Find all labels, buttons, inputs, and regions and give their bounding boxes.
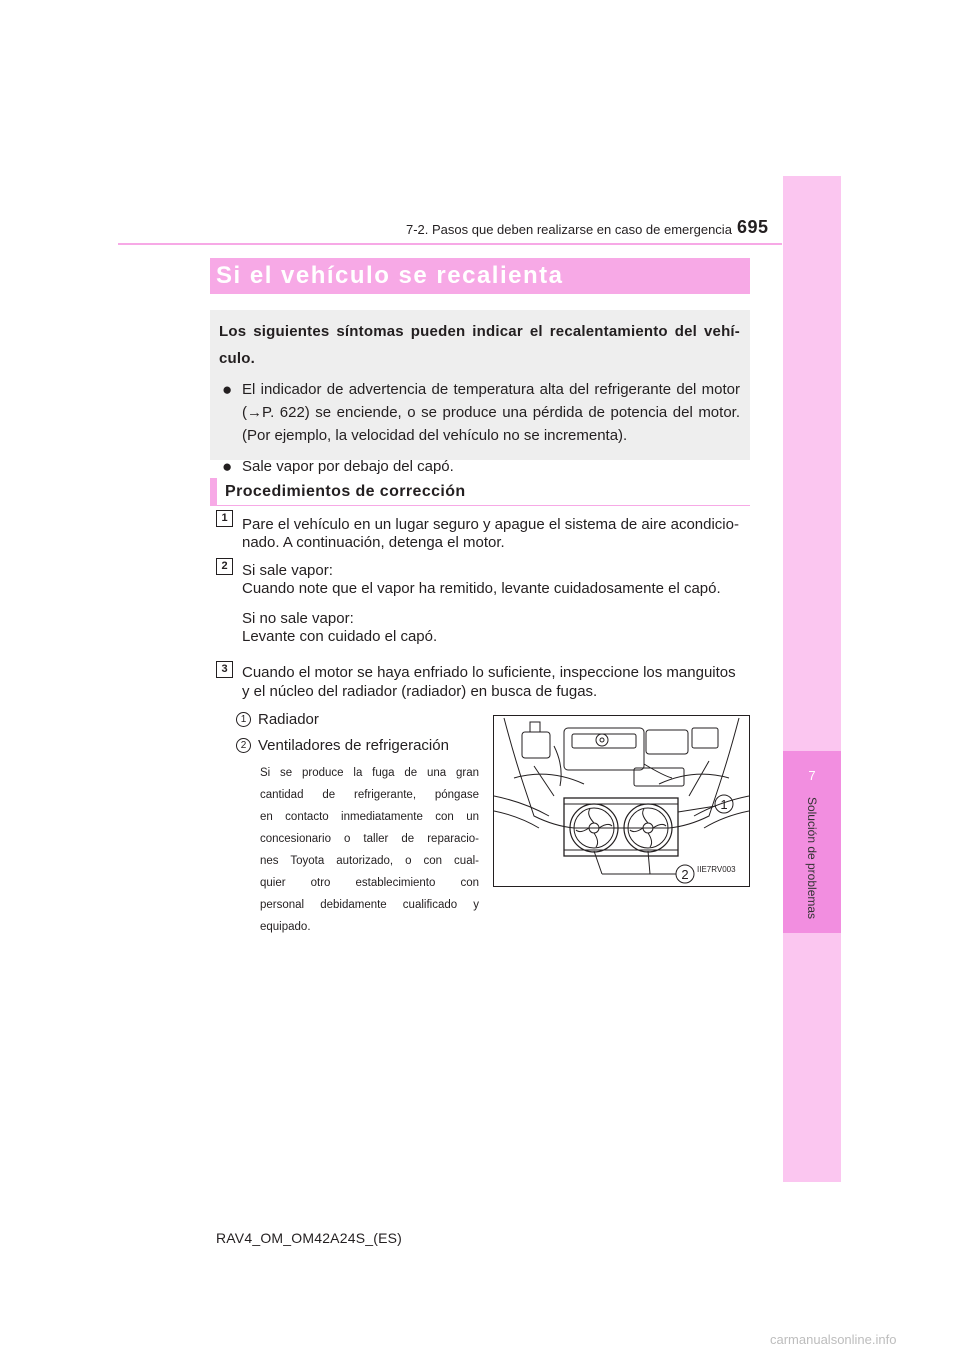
callout-number-2: 2 [236,738,251,753]
step-2-line-2: Cuando note que el vapor ha remitido, levante cuidadosamente el capó. [242,580,721,597]
page-number: 695 [737,217,769,237]
note-line: Si se produce la fuga de una gran [260,767,479,779]
step-badge-2: 2 [216,558,233,575]
step-1-line-1: Pare el vehículo en un lugar seguro y apague el sistema de aire acondicio- [242,516,739,533]
procedures-heading: Procedimientos de corrección [210,478,750,506]
note-line: cantidad de refrigerante, póngase [260,789,479,801]
bullet-icon: ● [222,457,233,476]
note-line: concesionario o taller de reparacio- [260,833,479,845]
page-title: Si el vehículo se recalienta [216,262,564,289]
bullet-icon: ● [222,380,233,399]
engine-bay-illustration [493,715,750,887]
step-1-line-2: nado. A continuación, detenga el motor. [242,534,505,551]
document-code: RAV4_OM_OM42A24S_(ES) [216,1230,403,1246]
side-tab [783,176,841,1182]
figure-code: IIE7RV003 [697,865,736,874]
note-line: nes Toyota autorizado, o con cual- [260,855,479,867]
figure-callout-1: 1 [720,797,728,812]
step-2-extra-2: Levante con cuidado el capó. [242,628,438,645]
chapter-title: Solución de problemas [805,796,819,920]
engine-bay-drawing [494,716,749,886]
symptoms-box [210,310,750,476]
step-3-line-1: Cuando el motor se haya enfriado lo suficiente, inspeccione los manguitos [242,664,736,681]
header-divider [118,243,782,245]
step-3-line-2: y el núcleo del radiador (radiador) en busca de fugas. [242,683,598,700]
chapter-number: 7 [808,768,816,783]
symptom-text: Sale vapor por debajo del capó. [242,458,454,475]
note-line: quier otro establecimiento con [260,877,479,889]
symptoms-intro: Los siguientes síntomas pueden indicar el recalentamiento del vehí-culo. [219,323,740,367]
figure-callout-2: 2 [681,867,689,882]
step-badge-1: 1 [216,510,233,527]
symptom-text: El indicador de advertencia de temperatura alta del refrigerante del motor (→P. 622) se enciende, o se produce una pérdida de potencia del motor. (Por ejemplo, la velocidad del vehículo no se incrementa). [242,381,740,444]
symptom-item [219,378,740,447]
step-2-extra-1: Si no sale vapor: [242,610,354,627]
callout-label-fans: Ventiladores de refrigeración [258,737,449,754]
note-line: personal debidamente cualificado y [260,899,479,911]
callout-number-1: 1 [236,712,251,727]
page-title-bar [210,258,750,294]
step-badge-3: 3 [216,661,233,678]
step-2-line-1: Si sale vapor: [242,562,333,579]
leak-note [260,762,479,938]
note-line: equipado. [260,921,311,933]
symptom-item [219,455,740,479]
callout-label-radiator: Radiador [258,711,319,728]
header-section-title: 7-2. Pasos que deben realizarse en caso de emergencia [406,222,732,237]
watermark: carmanualsonline.info [770,1332,897,1347]
note-line: en contacto inmediatamente con un [260,811,479,823]
